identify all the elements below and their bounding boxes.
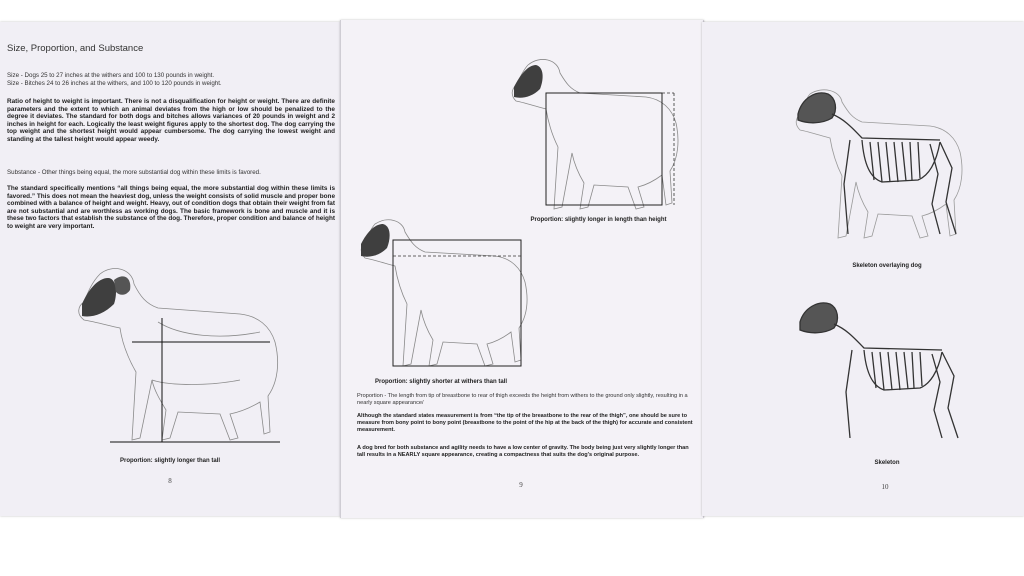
- dog-length-figure: [506, 55, 686, 215]
- caption-bottom: Skeleton: [874, 460, 900, 466]
- caption-top: Skeleton overlaying dog: [852, 263, 922, 269]
- page-10: [702, 22, 1024, 516]
- section-title: Size, Proportion, and Substance: [7, 43, 144, 54]
- dog-proportion-figure: [70, 262, 290, 447]
- page-8: [0, 22, 340, 516]
- figure-caption: Proportion: slightly longer than tall: [120, 458, 220, 464]
- caption-top: Proportion: slightly longer in length than height: [530, 217, 667, 223]
- page-9: [340, 20, 704, 518]
- skeleton-figure: [796, 296, 976, 446]
- skeleton-overlay-figure: [790, 84, 975, 244]
- proportion-text: Proportion - The length from tip of breastbone to rear of thigh exceeds the height from withers to the ground only slightly, resulting in a nearly square appearance/: [357, 393, 688, 406]
- caption-mid: Proportion: slightly shorter at withers than tall: [374, 379, 507, 385]
- size-bitches-text: Size - Bitches 24 to 26 inches at the withers, and 100 to 120 pounds in weight.: [7, 80, 222, 87]
- page-number: 9: [519, 481, 523, 489]
- size-dogs-text: Size - Dogs 25 to 27 inches at the withers and 100 to 130 pounds in weight.: [7, 72, 215, 79]
- page-number: 10: [881, 483, 889, 491]
- ratio-paragraph: Ratio of height to weight is important. There is not a disqualification for height or weight. There are definite parameters and the extent to which an animal deviates from the high or low should be penalized to the degree it deviates. The standard for both dogs and bitches allows variances of 20 pounds in weight and 2 inches in height for each. Logically the least weight figures apply to the shortest dog. The dog carrying the top weight and the shortest height would appear cumbersome. The dog carrying the lowest weight and standing at the tallest height would appear weedy.: [7, 98, 335, 143]
- dog-withers-figure: [355, 216, 535, 371]
- measurement-text: Although the standard states measurement is from “the tip of the breastbone to the rear of the thigh”, one should be sure to measure from bony point to bony point (breastbone to the point of the hip at the back of the thigh) for accurate and consistent measurement.: [357, 413, 693, 433]
- page-number: 8: [168, 477, 172, 485]
- standard-paragraph: The standard specifically mentions “all things being equal, the more substantial dog within these limits is favored.” This does not mean the heaviest dog, unless the weight consists of solid muscle and proper bone combined with a balance of height and weight. Heavy, out of condition dogs that obtain their weight from fat are not substantial and are worthless as working dogs. The basic framework is bone and muscle and it is these two factors that establish the substance of the dog. Therefore, proper condition and balance of height to weight are very important.: [7, 185, 335, 230]
- substance-text: Substance - Other things being equal, the more substantial dog within these limits is favored.: [7, 169, 261, 176]
- gravity-text: A dog bred for both substance and agility needs to have a low center of gravity. The body being just very slightly longer than tall results in a NEARLY square appearance, creating a compactness that suits the dog's original purpose.: [357, 445, 689, 458]
